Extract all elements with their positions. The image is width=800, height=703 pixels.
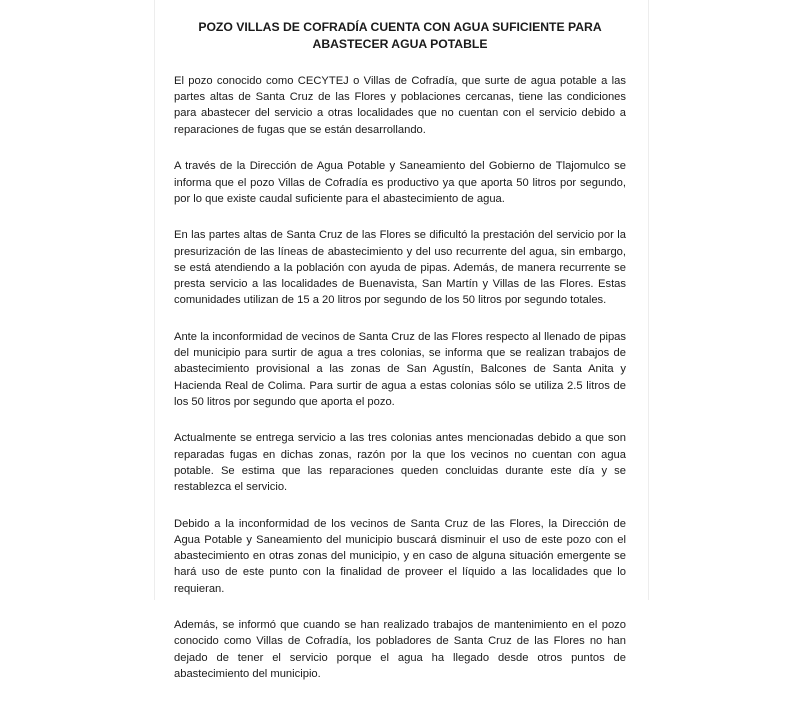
paragraph-7: Además, se informó que cuando se han realizado trabajos de mantenimiento en el pozo conocido como Villas de Cofradía, los pobladores de Santa Cruz de las Flores no han dejado de tener el servicio porque el agua ha llegado desde otros puntos de abastecimiento del municipio. — [174, 619, 626, 680]
document-title: POZO VILLAS DE COFRADÍA CUENTA CON AGUA SUFICIENTE PARA ABASTECER AGUA POTABLE — [198, 20, 602, 51]
paragraph-3: En las partes altas de Santa Cruz de las Flores se dificultó la prestación del servicio por la presurización de las líneas de abastecimiento y del uso recurrente del agua, sin embargo, se está atendiendo a la población con ayuda de pipas. Además, de manera recurrente se presta servicio a las localidades de Buenavista, San Martín y Villas de las Flores. Estas comunidades utilizan de 15 a 20 litros por segundo de los 50 litros por segundo totales. — [174, 229, 626, 307]
page-edge-left — [154, 0, 155, 600]
paragraph-5: Actualmente se entrega servicio a las tres colonias antes mencionadas debido a que son reparadas fugas en dichas zonas, razón por la que los vecinos no cuentan con agua potable. Se estima que las reparaciones queden concluidas durante este día y se restablezca el servicio. — [174, 432, 626, 494]
paragraph-6: Debido a la inconformidad de los vecinos de Santa Cruz de las Flores, la Dirección de Agua Potable y Saneamiento del municipio buscará disminuir el uso de este pozo con el abastecimiento en otras zonas del municipio, y en caso de alguna situación emergente se hará uso de este punto con la finalidad de proveer el líquido a las localidades que lo requieran. — [174, 517, 626, 595]
paragraph-1: El pozo conocido como CECYTEJ o Villas de Cofradía, que surte de agua potable a las partes altas de Santa Cruz de las Flores y poblaciones cercanas, tiene las condiciones para abastecer del servicio a otras localidades que no cuentan con el servicio debido a reparaciones de fugas que se están desarrollando. — [174, 75, 626, 136]
page-edge-right — [648, 0, 649, 600]
paragraph-2: A través de la Dirección de Agua Potable y Saneamiento del Gobierno de Tlajomulco se informa que el pozo Villas de Cofradía es productivo ya que aporta 50 litros por segundo, por lo que existe caudal suficiente para el abastecimiento de agua. — [174, 160, 626, 205]
document-content — [174, 19, 626, 703]
document-body — [174, 73, 626, 682]
paragraph-4: Ante la inconformidad de vecinos de Santa Cruz de las Flores respecto al llenado de pipas del municipio para surtir de agua a tres colonias, se informa que se realizan trabajos de abastecimiento provisional a las zonas de San Agustín, Balcones de Santa Anita y Hacienda Real de Colima. Para surtir de agua a estas colonias sólo se utiliza 2.5 litros de los 50 litros por segundo que aporta el pozo. — [174, 330, 626, 408]
